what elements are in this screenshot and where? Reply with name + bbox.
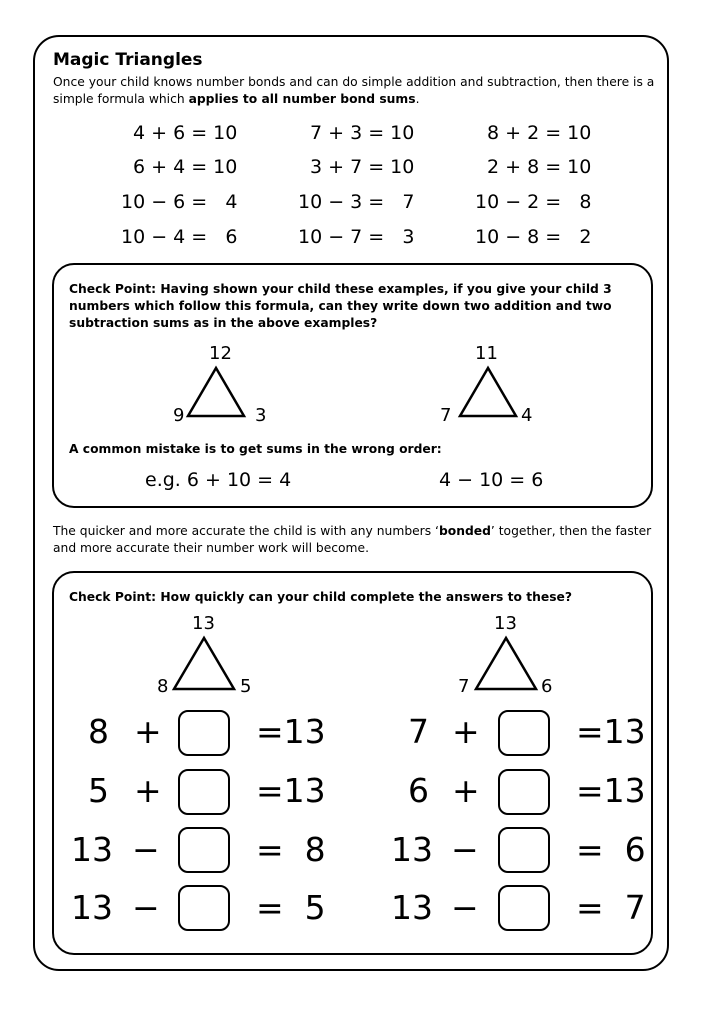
- triangle-right-number: 5: [240, 676, 252, 697]
- equation-term: 7: [408, 712, 429, 751]
- equation-term: 8: [88, 712, 109, 751]
- common-mistake-text: A common mistake is to get sums in the wrong order:: [69, 442, 442, 456]
- equation-operator: +: [134, 771, 162, 810]
- equation-term: 5: [88, 771, 109, 810]
- intro-paragraph: [53, 74, 663, 108]
- example-sum: 6 + 4 = 10: [133, 156, 238, 178]
- equation-result: =13: [256, 712, 326, 751]
- example-sum: 10 − 8 = 2: [475, 226, 592, 248]
- answer-box[interactable]: [178, 710, 230, 756]
- equation-operator: −: [132, 830, 160, 869]
- middle-end: ’ together, then the faster and more accurate their number work will become.: [53, 524, 652, 555]
- checkpoint-1-text: Check Point: Having shown your child these examples, if you give your child 3 numbers which follow this formula, can they write down two addition and two subtraction sums as in the above examples?: [69, 282, 612, 330]
- equation-term: 13: [391, 830, 433, 869]
- answer-box[interactable]: [178, 769, 230, 815]
- triangle-right-number: 4: [521, 405, 533, 426]
- example-sum: 10 − 7 = 3: [298, 226, 415, 248]
- equation-term: 13: [71, 830, 113, 869]
- triangle-top-number: 13: [192, 613, 215, 634]
- example-sum: 2 + 8 = 10: [487, 156, 592, 178]
- equation-result: =13: [576, 771, 646, 810]
- triangle-icon: [168, 634, 240, 692]
- mistake-example: 4 − 10 = 6: [439, 469, 544, 491]
- triangle-right-number: 3: [255, 405, 267, 426]
- equation-operator: +: [452, 712, 480, 751]
- triangle-left-number: 7: [458, 676, 470, 697]
- middle-text: The quicker and more accurate the child is with any numbers ‘: [53, 524, 439, 538]
- checkpoint-2-text: Check Point: How quickly can your child complete the answers to these?: [69, 590, 573, 604]
- answer-box[interactable]: [498, 710, 550, 756]
- example-sum: 7 + 3 = 10: [310, 122, 415, 144]
- triangle-left-number: 9: [173, 405, 185, 426]
- triangle-icon: [452, 364, 522, 420]
- intro-end: .: [415, 92, 420, 106]
- intro-bold-text: applies to all number bond sums: [188, 92, 416, 106]
- example-sum: 3 + 7 = 10: [310, 156, 415, 178]
- intro-text: Once your child knows number bonds and can do simple addition and subtraction, then there is a simple formula which: [53, 75, 655, 106]
- equation-operator: +: [452, 771, 480, 810]
- answer-box[interactable]: [498, 827, 550, 873]
- equation-operator: +: [134, 712, 162, 751]
- equation-result: = 8: [256, 830, 326, 869]
- triangle-left-number: 7: [440, 405, 452, 426]
- equation-term: 13: [391, 888, 433, 927]
- middle-bold-text: bonded: [438, 524, 491, 538]
- triangle-top-number: 11: [475, 343, 498, 364]
- triangle-icon: [470, 634, 542, 692]
- equation-result: =13: [256, 771, 326, 810]
- example-sum: 8 + 2 = 10: [487, 122, 592, 144]
- equation-result: = 6: [576, 830, 646, 869]
- middle-paragraph: [53, 523, 663, 557]
- answer-box[interactable]: [178, 885, 230, 931]
- triangle-top-number: 13: [494, 613, 517, 634]
- mistake-example: e.g. 6 + 10 = 4: [145, 469, 292, 491]
- page-title: Magic Triangles: [53, 50, 203, 70]
- answer-box[interactable]: [498, 769, 550, 815]
- equation-operator: −: [132, 888, 160, 927]
- answer-box[interactable]: [498, 885, 550, 931]
- example-sum: 10 − 6 = 4: [121, 191, 238, 213]
- equation-operator: −: [451, 830, 479, 869]
- example-sum: 4 + 6 = 10: [133, 122, 238, 144]
- equation-result: = 7: [576, 888, 646, 927]
- answer-box[interactable]: [178, 827, 230, 873]
- equation-term: 13: [71, 888, 113, 927]
- equation-term: 6: [408, 771, 429, 810]
- triangle-left-number: 8: [157, 676, 169, 697]
- equation-result: =13: [576, 712, 646, 751]
- example-sum: 10 − 3 = 7: [298, 191, 415, 213]
- example-sum: 10 − 2 = 8: [475, 191, 592, 213]
- triangle-top-number: 12: [209, 343, 232, 364]
- equation-operator: −: [451, 888, 479, 927]
- example-sum: 10 − 4 = 6: [121, 226, 238, 248]
- equation-result: = 5: [256, 888, 326, 927]
- triangle-right-number: 6: [541, 676, 553, 697]
- triangle-icon: [180, 364, 250, 420]
